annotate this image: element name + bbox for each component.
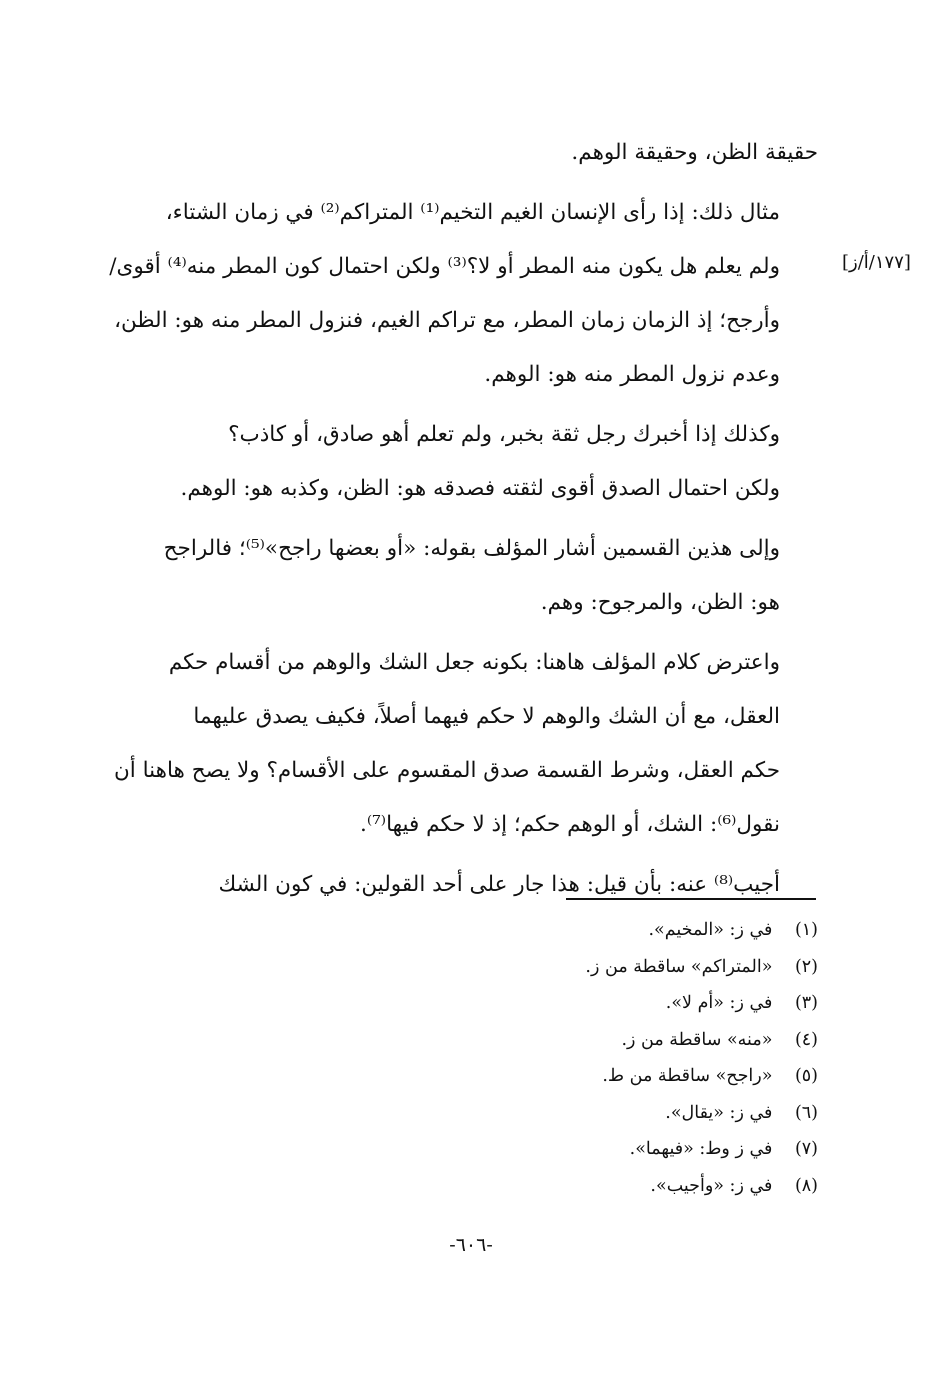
- footnote-number: (٧): [794, 1139, 818, 1159]
- footnote-number: (٨): [794, 1175, 818, 1196]
- footnote: [400, 912, 818, 949]
- footnote-text: في ز: «وأجيب».: [650, 1175, 773, 1196]
- footnote-number: (٣): [794, 993, 818, 1013]
- text-line: وأرجح؛ إذ الزمان زمان المطر، مع تراكم الغيم، فنزول المطر منه هو: الظن،: [114, 308, 780, 333]
- page-number: -٦٠٦-: [449, 1234, 493, 1256]
- footnotes: [400, 912, 818, 1204]
- footnote: [400, 1168, 818, 1205]
- footnote: [400, 1095, 818, 1132]
- footnote-text: في ز: «أم لا».: [665, 993, 773, 1013]
- footnote-number: (٦): [794, 1102, 818, 1123]
- manuscript-folio-reference: [١٧٧/أ/ز]: [842, 252, 911, 273]
- footnote-text: في ز وط: «فيهما».: [629, 1139, 773, 1159]
- footnote-text: «منه» ساقطة من ز.: [621, 1029, 773, 1050]
- footnote-text: في ز: «يقال».: [665, 1102, 773, 1123]
- text-line: واعترض كلام المؤلف هاهنا: بكونه جعل الشك والوهم من أقسام حكم: [168, 650, 780, 675]
- footnote-text: في ز: «المخيم».: [648, 920, 773, 940]
- paragraph: [108, 636, 818, 852]
- text-line: وعدم نزول المطر منه هو: الوهم.: [484, 362, 780, 387]
- text-line: هو: الظن، والمرجوح: وهم.: [540, 590, 780, 615]
- footnote: [400, 1131, 818, 1168]
- footnote-number: (١): [794, 920, 818, 940]
- footnote: [400, 985, 818, 1022]
- paragraph: [108, 408, 818, 516]
- paragraph: [108, 186, 818, 402]
- text-line: العقل، مع أن الشك والوهم لا حكم فيهما أصلاً، فكيف يصدق عليهما: [193, 704, 780, 729]
- text-line: وإلى هذين القسمين أشار المؤلف بقوله: «أو بعضها راجح»⁽⁵⁾؛ فالراجح: [163, 536, 780, 561]
- footnote-text: «راجح» ساقطة من ط.: [602, 1066, 773, 1086]
- text-line: حقيقة الظن، وحقيقة الوهم.: [571, 140, 818, 165]
- footnote: [400, 1058, 818, 1095]
- footnote-separator: [566, 898, 816, 900]
- text-line: نقول⁽⁶⁾: الشك، أو الوهم حكم؛ إذ لا حكم فيها⁽⁷⁾.: [360, 812, 780, 837]
- footnote-number: (٤): [794, 1029, 818, 1050]
- main-text: [108, 126, 818, 918]
- text-line: ولم يعلم هل يكون منه المطر أو لا؟⁽³⁾ ولكن احتمال كون المطر منه⁽⁴⁾ أقوى/: [109, 254, 780, 279]
- text-line: أجيب⁽⁸⁾ عنه: بأن قيل: هذا جار على أحد القولين: في كون الشك: [218, 872, 780, 897]
- paragraph: [108, 126, 818, 180]
- text-line: ولكن احتمال الصدق أقوى لثقته فصدقه هو: الظن، وكذبه هو: الوهم.: [180, 476, 780, 501]
- footnote-number: (٢): [794, 956, 818, 977]
- text-line: مثال ذلك: إذا رأى الإنسان الغيم التخيم⁽¹⁾ المتراكم⁽²⁾ في زمان الشتاء،: [165, 200, 780, 225]
- footnote-number: (٥): [794, 1066, 818, 1086]
- footnote-text: «المتراكم» ساقطة من ز.: [585, 956, 773, 977]
- paragraph: [108, 522, 818, 630]
- text-line: حكم العقل، وشرط القسمة صدق المقسوم على الأقسام؟ ولا يصح هاهنا أن: [114, 758, 780, 783]
- footnote: [400, 949, 818, 986]
- paragraph: [108, 858, 818, 912]
- text-line: وكذلك إذا أخبرك رجل ثقة بخبر، ولم تعلم أهو صادق، أو كاذب؟: [228, 422, 780, 447]
- footnote: [400, 1022, 818, 1059]
